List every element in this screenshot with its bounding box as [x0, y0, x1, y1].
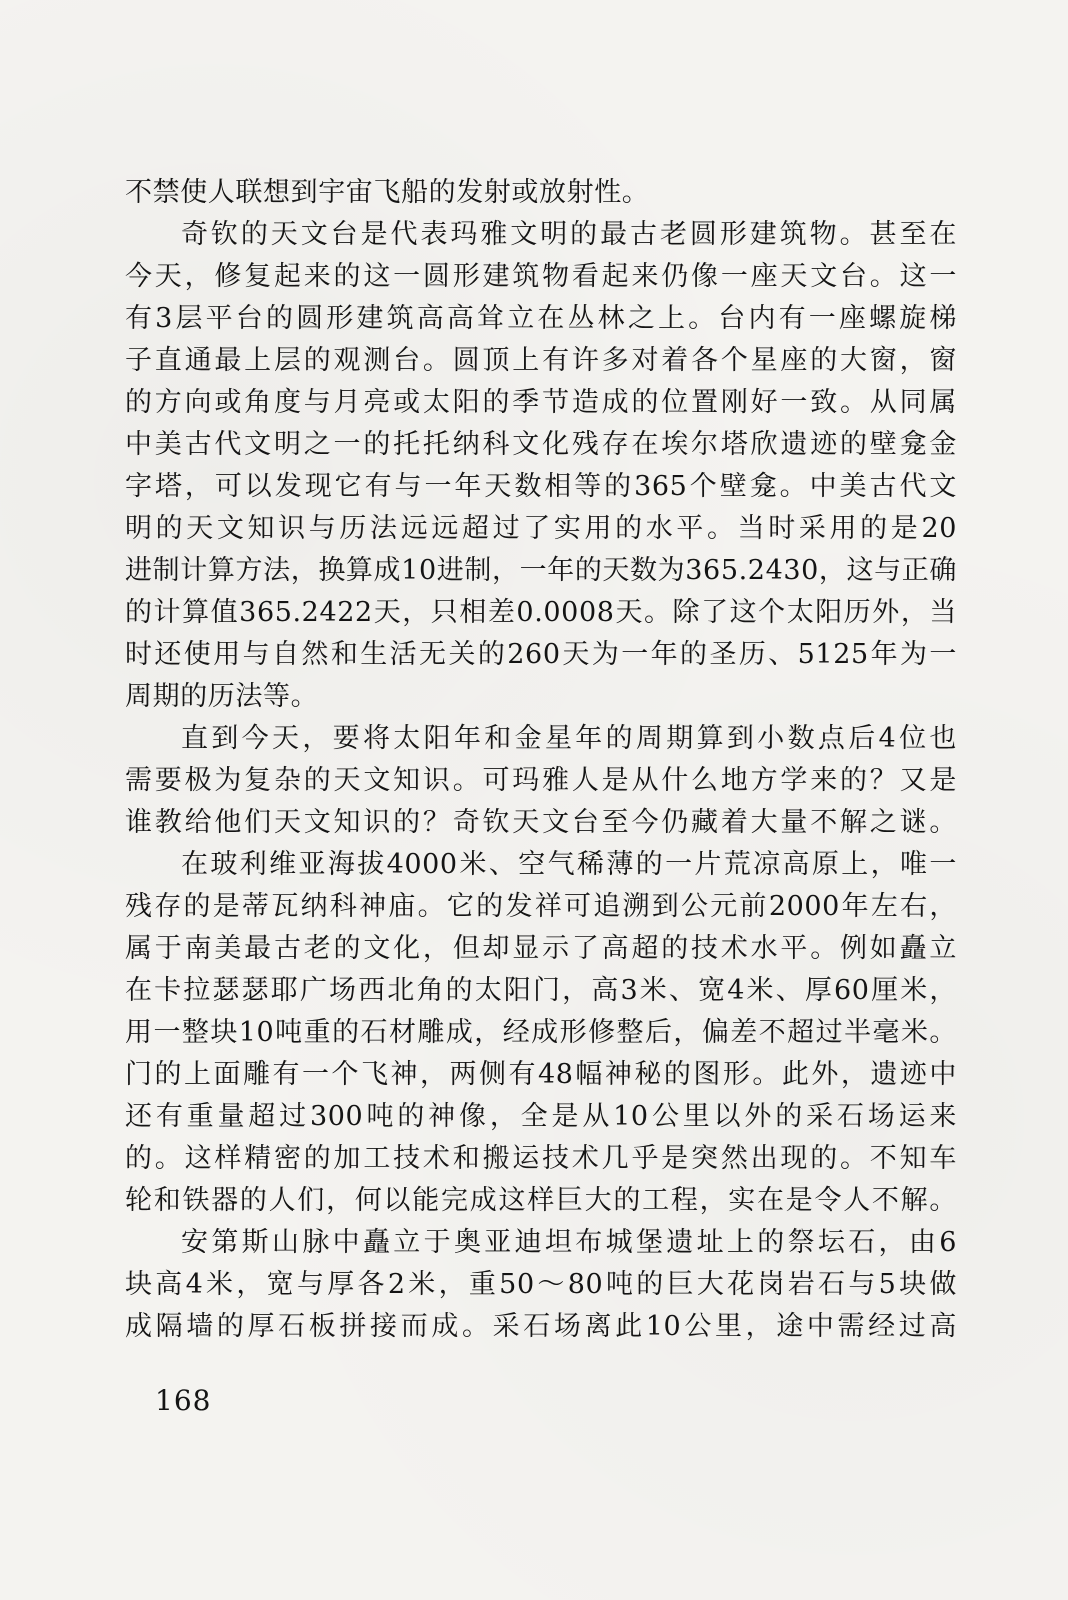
text-line: 不禁使人联想到宇宙飞船的发射或放射性。: [125, 177, 650, 208]
text-line: 中美古代文明之一的托托纳科文化残存在埃尔塔欣遗迹的壁龛金: [125, 429, 957, 460]
text-line: 安第斯山脉中矗立于奥亚迪坦布城堡遗址上的祭坛石，由6: [181, 1227, 957, 1258]
text-line: 还有重量超过300吨的神像，全是从10公里以外的采石场运来: [125, 1101, 957, 1132]
text-line: 子直通最上层的观测台。圆顶上有许多对着各个星座的大窗，窗: [125, 345, 957, 376]
text-line: 门的上面雕有一个飞神，两侧有48幅神秘的图形。此外，遗迹中: [125, 1059, 957, 1090]
body-text: [125, 172, 957, 1348]
text-line: 成隔墙的厚石板拼接而成。采石场离此10公里，途中需经过高: [125, 1311, 957, 1342]
text-line: 字塔，可以发现它有与一年天数相等的365个壁龛。中美古代文: [125, 471, 957, 502]
text-line: 进制计算方法，换算成10进制，一年的天数为365.2430，这与正确: [125, 555, 957, 586]
page-number: 168: [155, 1384, 212, 1417]
text-line: 的方向或角度与月亮或太阳的季节造成的位置刚好一致。从同属: [125, 387, 957, 418]
text-line: 的。这样精密的加工技术和搬运技术几乎是突然出现的。不知车: [125, 1143, 957, 1174]
text-line: 谁教给他们天文知识的？奇钦天文台至今仍藏着大量不解之谜。: [125, 807, 957, 838]
text-line: 需要极为复杂的天文知识。可玛雅人是从什么地方学来的？又是: [125, 765, 957, 796]
text-line: 有3层平台的圆形建筑高高耸立在丛林之上。台内有一座螺旋梯: [125, 303, 957, 334]
text-line: 今天，修复起来的这一圆形建筑物看起来仍像一座天文台。这一: [125, 261, 957, 292]
text-line: 在玻利维亚海拔4000米、空气稀薄的一片荒凉高原上，唯一: [181, 849, 957, 880]
text-line: 残存的是蒂瓦纳科神庙。它的发祥可追溯到公元前2000年左右，: [125, 891, 957, 922]
text-line: 奇钦的天文台是代表玛雅文明的最古老圆形建筑物。甚至在: [181, 219, 957, 250]
text-line: 直到今天，要将太阳年和金星年的周期算到小数点后4位也: [181, 723, 957, 754]
text-line: 轮和铁器的人们，何以能完成这样巨大的工程，实在是令人不解。: [125, 1185, 957, 1216]
text-line: 的计算值365.2422天，只相差0.0008天。除了这个太阳历外，当: [125, 597, 957, 628]
text-line: 在卡拉瑟瑟耶广场西北角的太阳门，高3米、宽4米、厚60厘米，: [125, 975, 957, 1006]
text-line: 用一整块10吨重的石材雕成，经成形修整后，偏差不超过半毫米。: [125, 1017, 957, 1048]
text-line: 属于南美最古老的文化，但却显示了高超的技术水平。例如矗立: [125, 933, 957, 964]
text-line: 时还使用与自然和生活无关的260天为一年的圣历、5125年为一: [125, 639, 957, 670]
text-line: 明的天文知识与历法远远超过了实用的水平。当时采用的是20: [125, 513, 957, 544]
text-line: 周期的历法等。: [125, 681, 319, 712]
text-line: 块高4米，宽与厚各2米，重50～80吨的巨大花岗岩石与5块做: [125, 1269, 957, 1300]
